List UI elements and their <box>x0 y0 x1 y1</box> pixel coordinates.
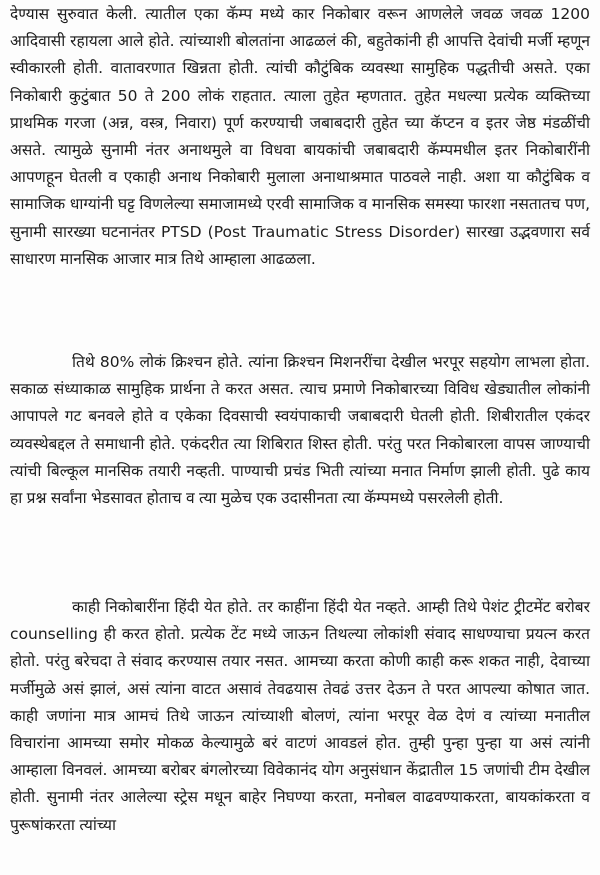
paragraph-counselling: काही निकोबारींना हिंदी येत होते. तर काहींना हिंदी येत नव्हते. आम्ही तिथे पेशंट ट्रीटमेंट बरोबर counselling ही करत होतो. प्रत्येक टेंट मध्ये जाऊन तिथल्या लोकांशी संवाद साधण्याचा प्रयत्न करत होतो. परंतु बरेचदा ते संवाद करण्यास तयार नसत. आमच्या करता कोणी काही करू शकत नाही, देवाच्या मर्जीमुळे असं झालं, असं त्यांना वाटत असावं तेवढयास तेवढं उत्तर देऊन ते परत आपल्या कोषात जात. काही जणांना मात्र आमचं तिथे जाऊन त्यांच्याशी बोलणं, त्यांना भरपूर वेळ देणं व त्यांच्या मनातील विचारांना आमच्या समोर मोकळ केल्यामुळे बरं वाटणं आवडलं होत. तुम्ही पुन्हा पुन्हा या असं त्यांनी आम्हाला विनवलं. आमच्या बरोबर बंगलोरच्या विवेकानंद योग अनुसंधान केंद्रातील 15 जणांची टीम देखील होती. सुनामी नंतर आलेल्या स्ट्रेस मधून बाहेर निघण्या करता, मनोबल वाढवण्याकरता, बायकांकरता व पुरूषांकरता त्यांच्या <box>10 598 590 834</box>
paragraph-christian-camp-life: तिथे 80% लोकं क्रिश्चन होते. त्यांना क्रिश्चन मिशनरींचा देखील भरपूर सहयोग लाभला होता. सकाळ संध्याकाळ सामुहिक प्रार्थना ते करत असत. त्याच प्रमाणे निकोबारच्या विविध खेड्यातील लोकांनी आपापले गट बनवले होते व एकेका दिवसाची स्वयंपाकाची जबाबदारी घेतली होती. शिबीरातील एकंदर व्यवस्थेबद्दल ते समाधानी होते. एकंदरीत त्या शिबिरात शिस्त होती. परंतु परत निकोबारला वापस जाण्याची त्यांची बिल्कूल मानसिक तयारी नव्हती. पाण्याची प्रचंड भिती त्यांच्या मनात निर्माण झाली होती. पुढे काय हा प्रश्न सर्वांना भेडसावत होताच व त्या मुळेच एक उदासीनता त्या कॅम्पमध्ये पसरलेली होती. <box>10 353 590 508</box>
paragraph-tuhet-family-system: देण्यास सुरुवात केली. त्यातील एका कॅम्प मध्ये कार निकोबार वरून आणलेले जवळ जवळ 1200 आदिवासी रहायला आले होते. त्यांच्याशी बोलतांना आढळलं की, बहुतेकांनी ही आपत्ति देवांची मर्जी म्हणून स्वीकारली होती. वातावरणात खिन्नता होती. त्यांची कौटुंबिक व्यवस्था सामुहिक पद्धतीची असते. एका निकोबारी कुटुंबात 50 ते 200 लोकं राहतात. त्याला तुहेत म्हणतात. तुहेत मधल्या प्रत्येक व्यक्तिच्या प्राथमिक गरजा (अन्न, वस्त्र, निवारा) पूर्ण करण्याची जबाबदारी तुहेत च्या कॅप्टन व इतर जेष्ठ मंडळींची असते. त्यामुळे सुनामी नंतर अनाथमुले वा विधवा बायकांची जबाबदारी कॅम्पमधील इतर निकोबारींनी आपणहून घेतली व एकाही अनाथ निकोबारी मुलाला अनाथाश्रमात पाठवले नाही. अशा या कौटुंबिक व सामाजिक धाग्यांनी घट्ट विणलेल्या समाजामध्ये एरवी सामाजिक व मानसिक समस्या फारशा नसतातच पण, सुनामी सारख्या घटनानंतर PTSD (Post Traumatic Stress Disorder) सारखा उद्भवणारा सर्व साधारण मानसिक आजार मात्र तिथे आम्हाला आढळला. <box>10 5 590 268</box>
